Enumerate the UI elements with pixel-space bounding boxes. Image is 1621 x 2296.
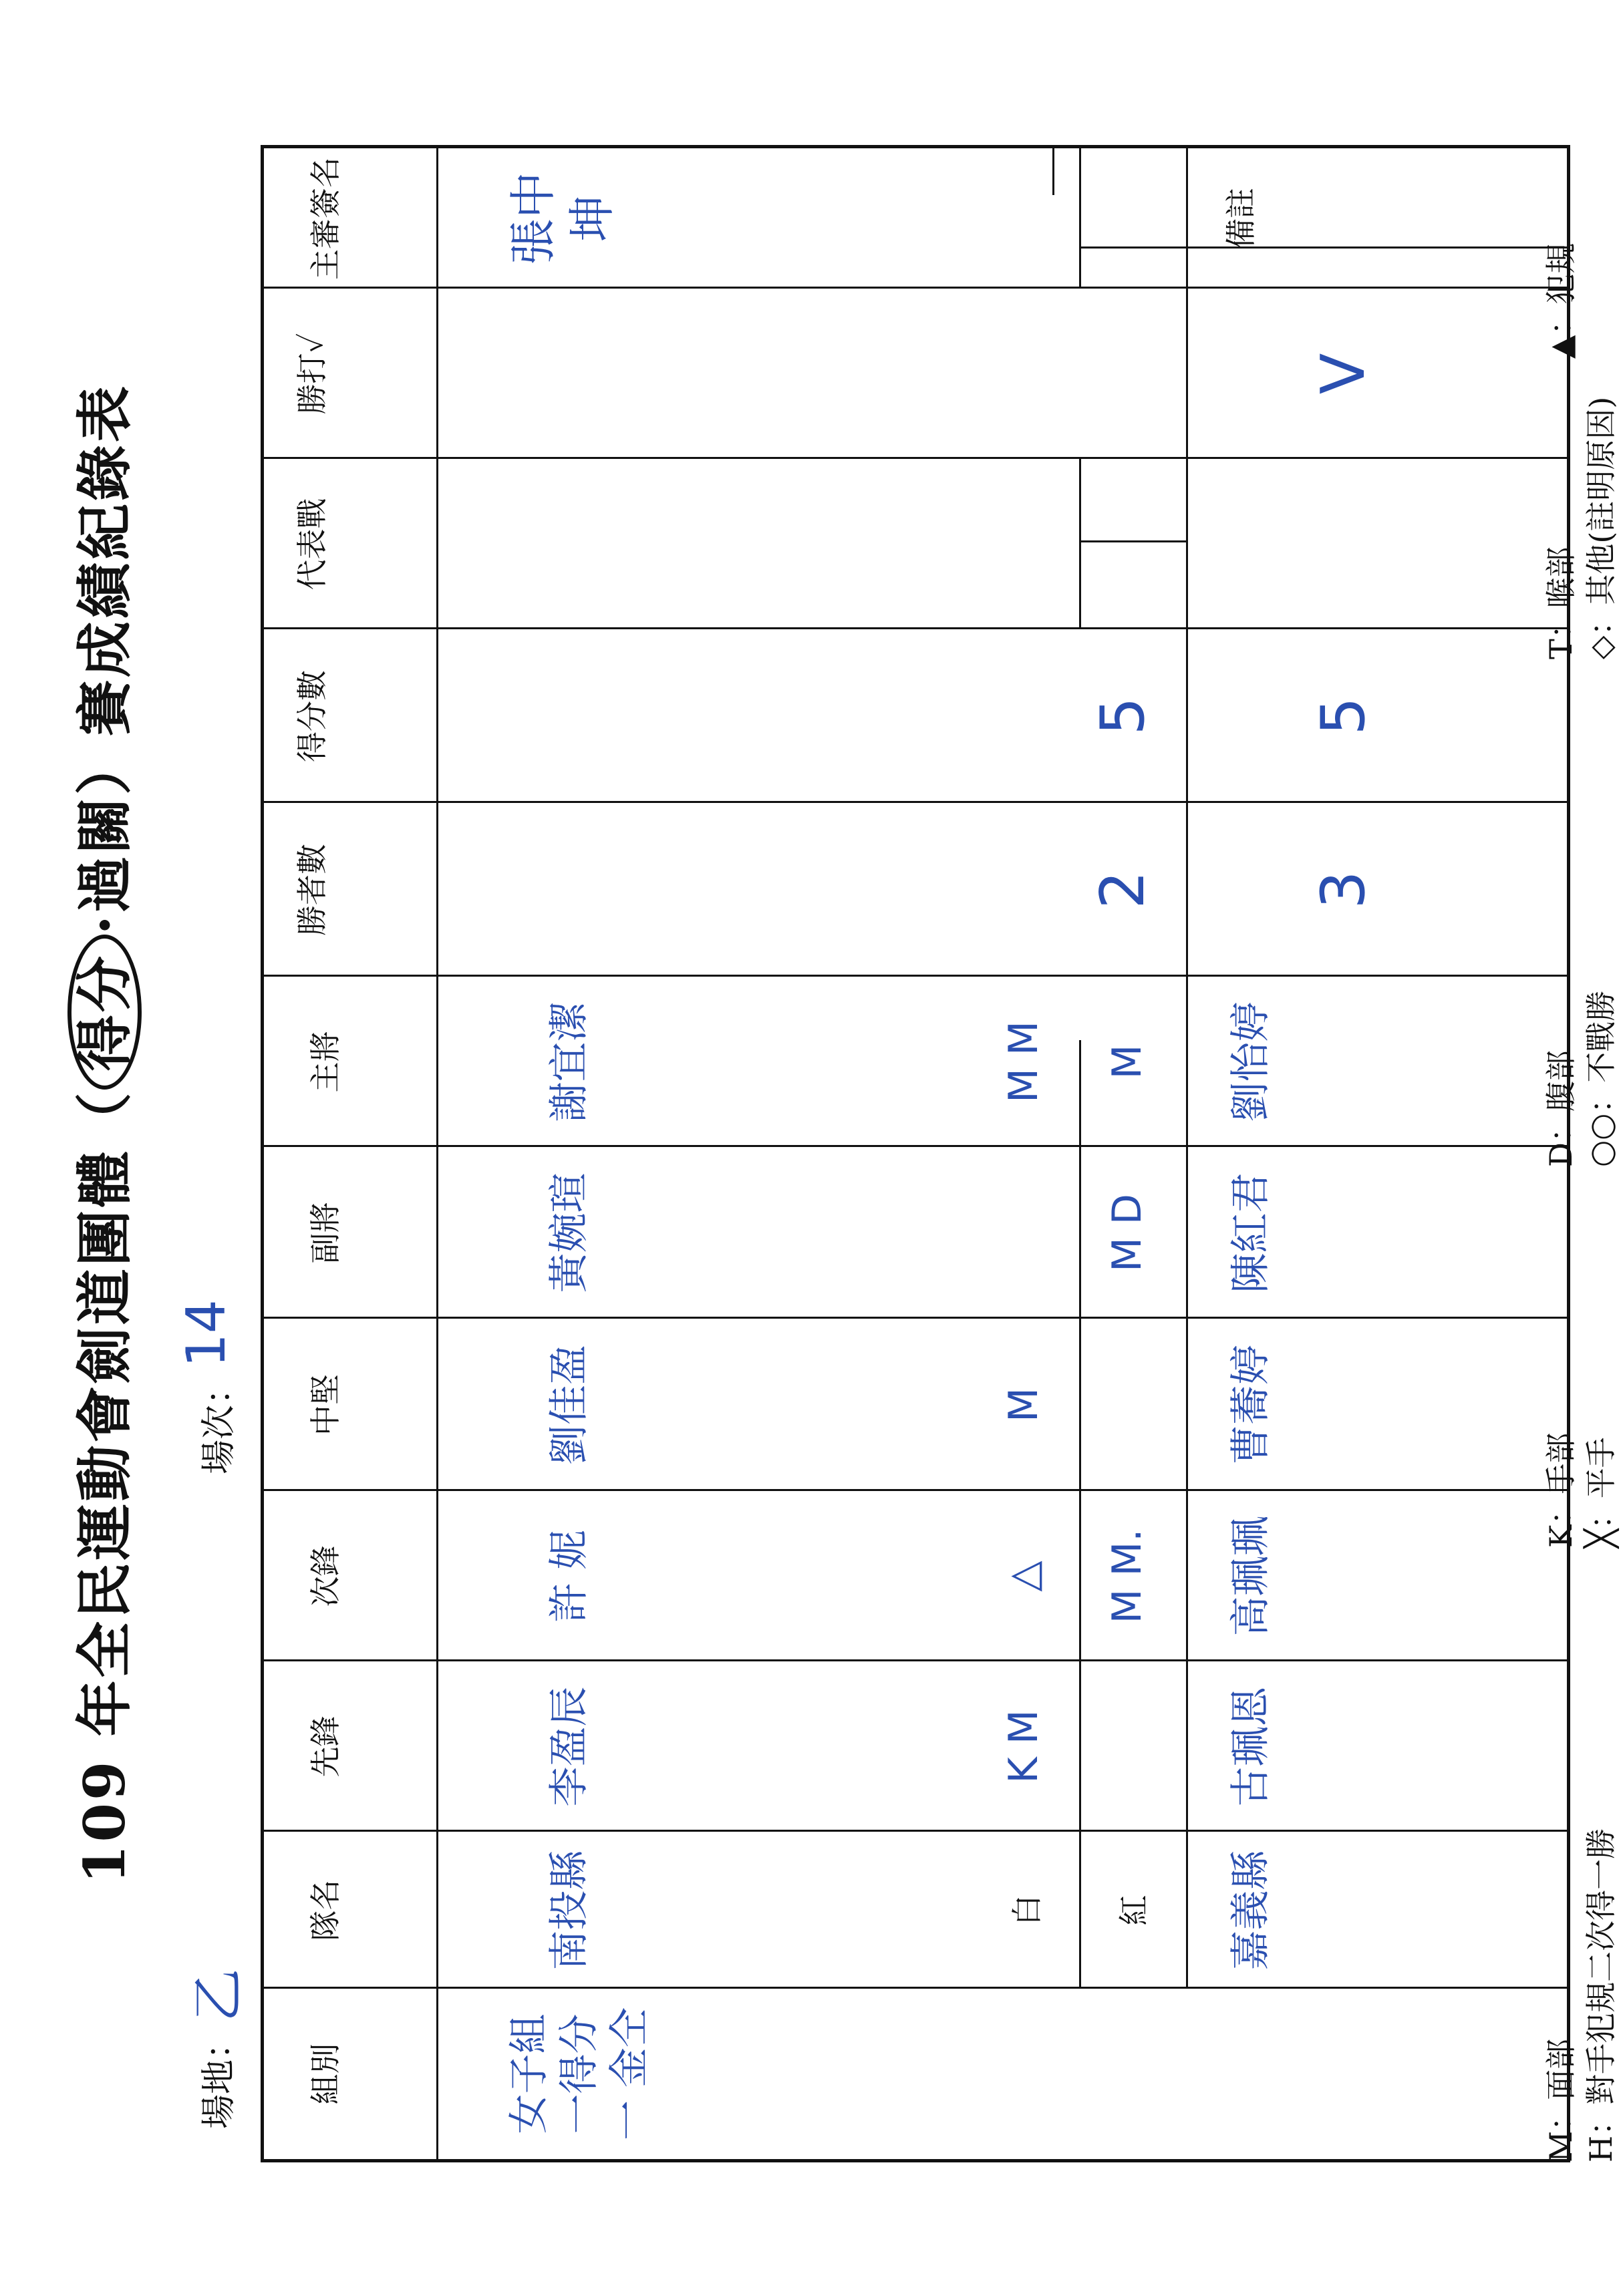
- form-title: 109 年全民運動會劍道團體（得分·過關）賽成績紀錄表: [60, 145, 141, 2122]
- white-pos1-name: 古珮恩: [1227, 1686, 1274, 1807]
- round-value: 14: [175, 1299, 237, 1367]
- round-label: 場次：: [199, 1369, 239, 1474]
- white-pos5-name: 劉怡婷: [1227, 1001, 1274, 1122]
- header-pos1: 先鋒: [307, 1715, 343, 1778]
- white-pos4-name: 陳紅君: [1227, 1172, 1274, 1293]
- referee-signature: 張中坤: [506, 172, 619, 265]
- red-pos5-name: 謝宜潔: [546, 1001, 593, 1122]
- legend-h: H：對手犯規二次得一勝: [1583, 1828, 1619, 2162]
- header-points: 得分數: [294, 670, 330, 762]
- white-pos2-name: 高珮珮: [1227, 1516, 1274, 1637]
- white-pos2-score: △: [1000, 1561, 1047, 1592]
- white-points: 5: [1308, 697, 1378, 735]
- legend-k: K：手部: [1543, 1432, 1579, 1548]
- red-pos2-name: 許 妮: [546, 1529, 593, 1623]
- legend-x: ╳：平手: [1583, 1437, 1619, 1548]
- header-pos4: 副將: [307, 1202, 343, 1264]
- legend-foul: ▲：犯規: [1543, 242, 1579, 359]
- red-side-label: 紅: [1116, 1895, 1152, 1926]
- red-pos3-name: 劉佳盈: [546, 1345, 593, 1465]
- header-pos3: 中堅: [307, 1374, 343, 1436]
- red-pos1-name: 李盈辰: [546, 1686, 593, 1807]
- header-team: 隊名: [307, 1879, 343, 1941]
- header-pos5: 主將: [307, 1031, 343, 1093]
- legend-t: T：喉部: [1543, 546, 1579, 659]
- red-points: 5: [1088, 697, 1158, 735]
- white-win-mark: V: [1308, 353, 1378, 395]
- header-rep: 代表戰: [294, 498, 330, 591]
- white-wins: 3: [1308, 870, 1378, 909]
- score-table: [261, 145, 1570, 2162]
- header-group: 組別: [307, 2043, 343, 2105]
- red-pos2-score: M M.: [1104, 1528, 1151, 1624]
- white-team: 嘉義縣: [1227, 1850, 1274, 1971]
- white-pos5-score: M M: [1000, 1021, 1047, 1103]
- white-side-label: 白: [1009, 1895, 1045, 1926]
- header-signature: 主審簽名: [307, 157, 343, 280]
- venue-label: 場地：: [199, 2024, 239, 2129]
- venue-value: 乙: [187, 1969, 249, 2022]
- header-pos2: 次鋒: [307, 1545, 343, 1607]
- selected-option-circle: 得分: [67, 935, 142, 1090]
- white-pos3-name: 曹蕎婷: [1227, 1345, 1274, 1465]
- red-team: 南投縣: [546, 1850, 593, 1971]
- red-pos4-score: M D: [1104, 1193, 1151, 1273]
- header-wins: 勝者數: [294, 844, 330, 936]
- red-pos5-score: M: [1104, 1044, 1151, 1080]
- legend-d: D：腹部: [1543, 1050, 1579, 1167]
- legend-other: ◇：其他(註明原因): [1583, 396, 1619, 659]
- red-wins: 2: [1088, 870, 1158, 909]
- white-pos3-score: M: [1000, 1387, 1047, 1422]
- legend-oo: ○○：不戰勝: [1583, 990, 1619, 1167]
- legend-m: M：面部: [1543, 2038, 1579, 2162]
- white-pos1-score: K M: [1000, 1709, 1047, 1784]
- group-value: 女子組 一得分一 金仝: [506, 2007, 653, 2141]
- header-remark: 備註: [1223, 188, 1259, 249]
- red-pos4-name: 黃婉瑄: [546, 1172, 593, 1293]
- header-win-mark: 勝打✓: [294, 333, 330, 415]
